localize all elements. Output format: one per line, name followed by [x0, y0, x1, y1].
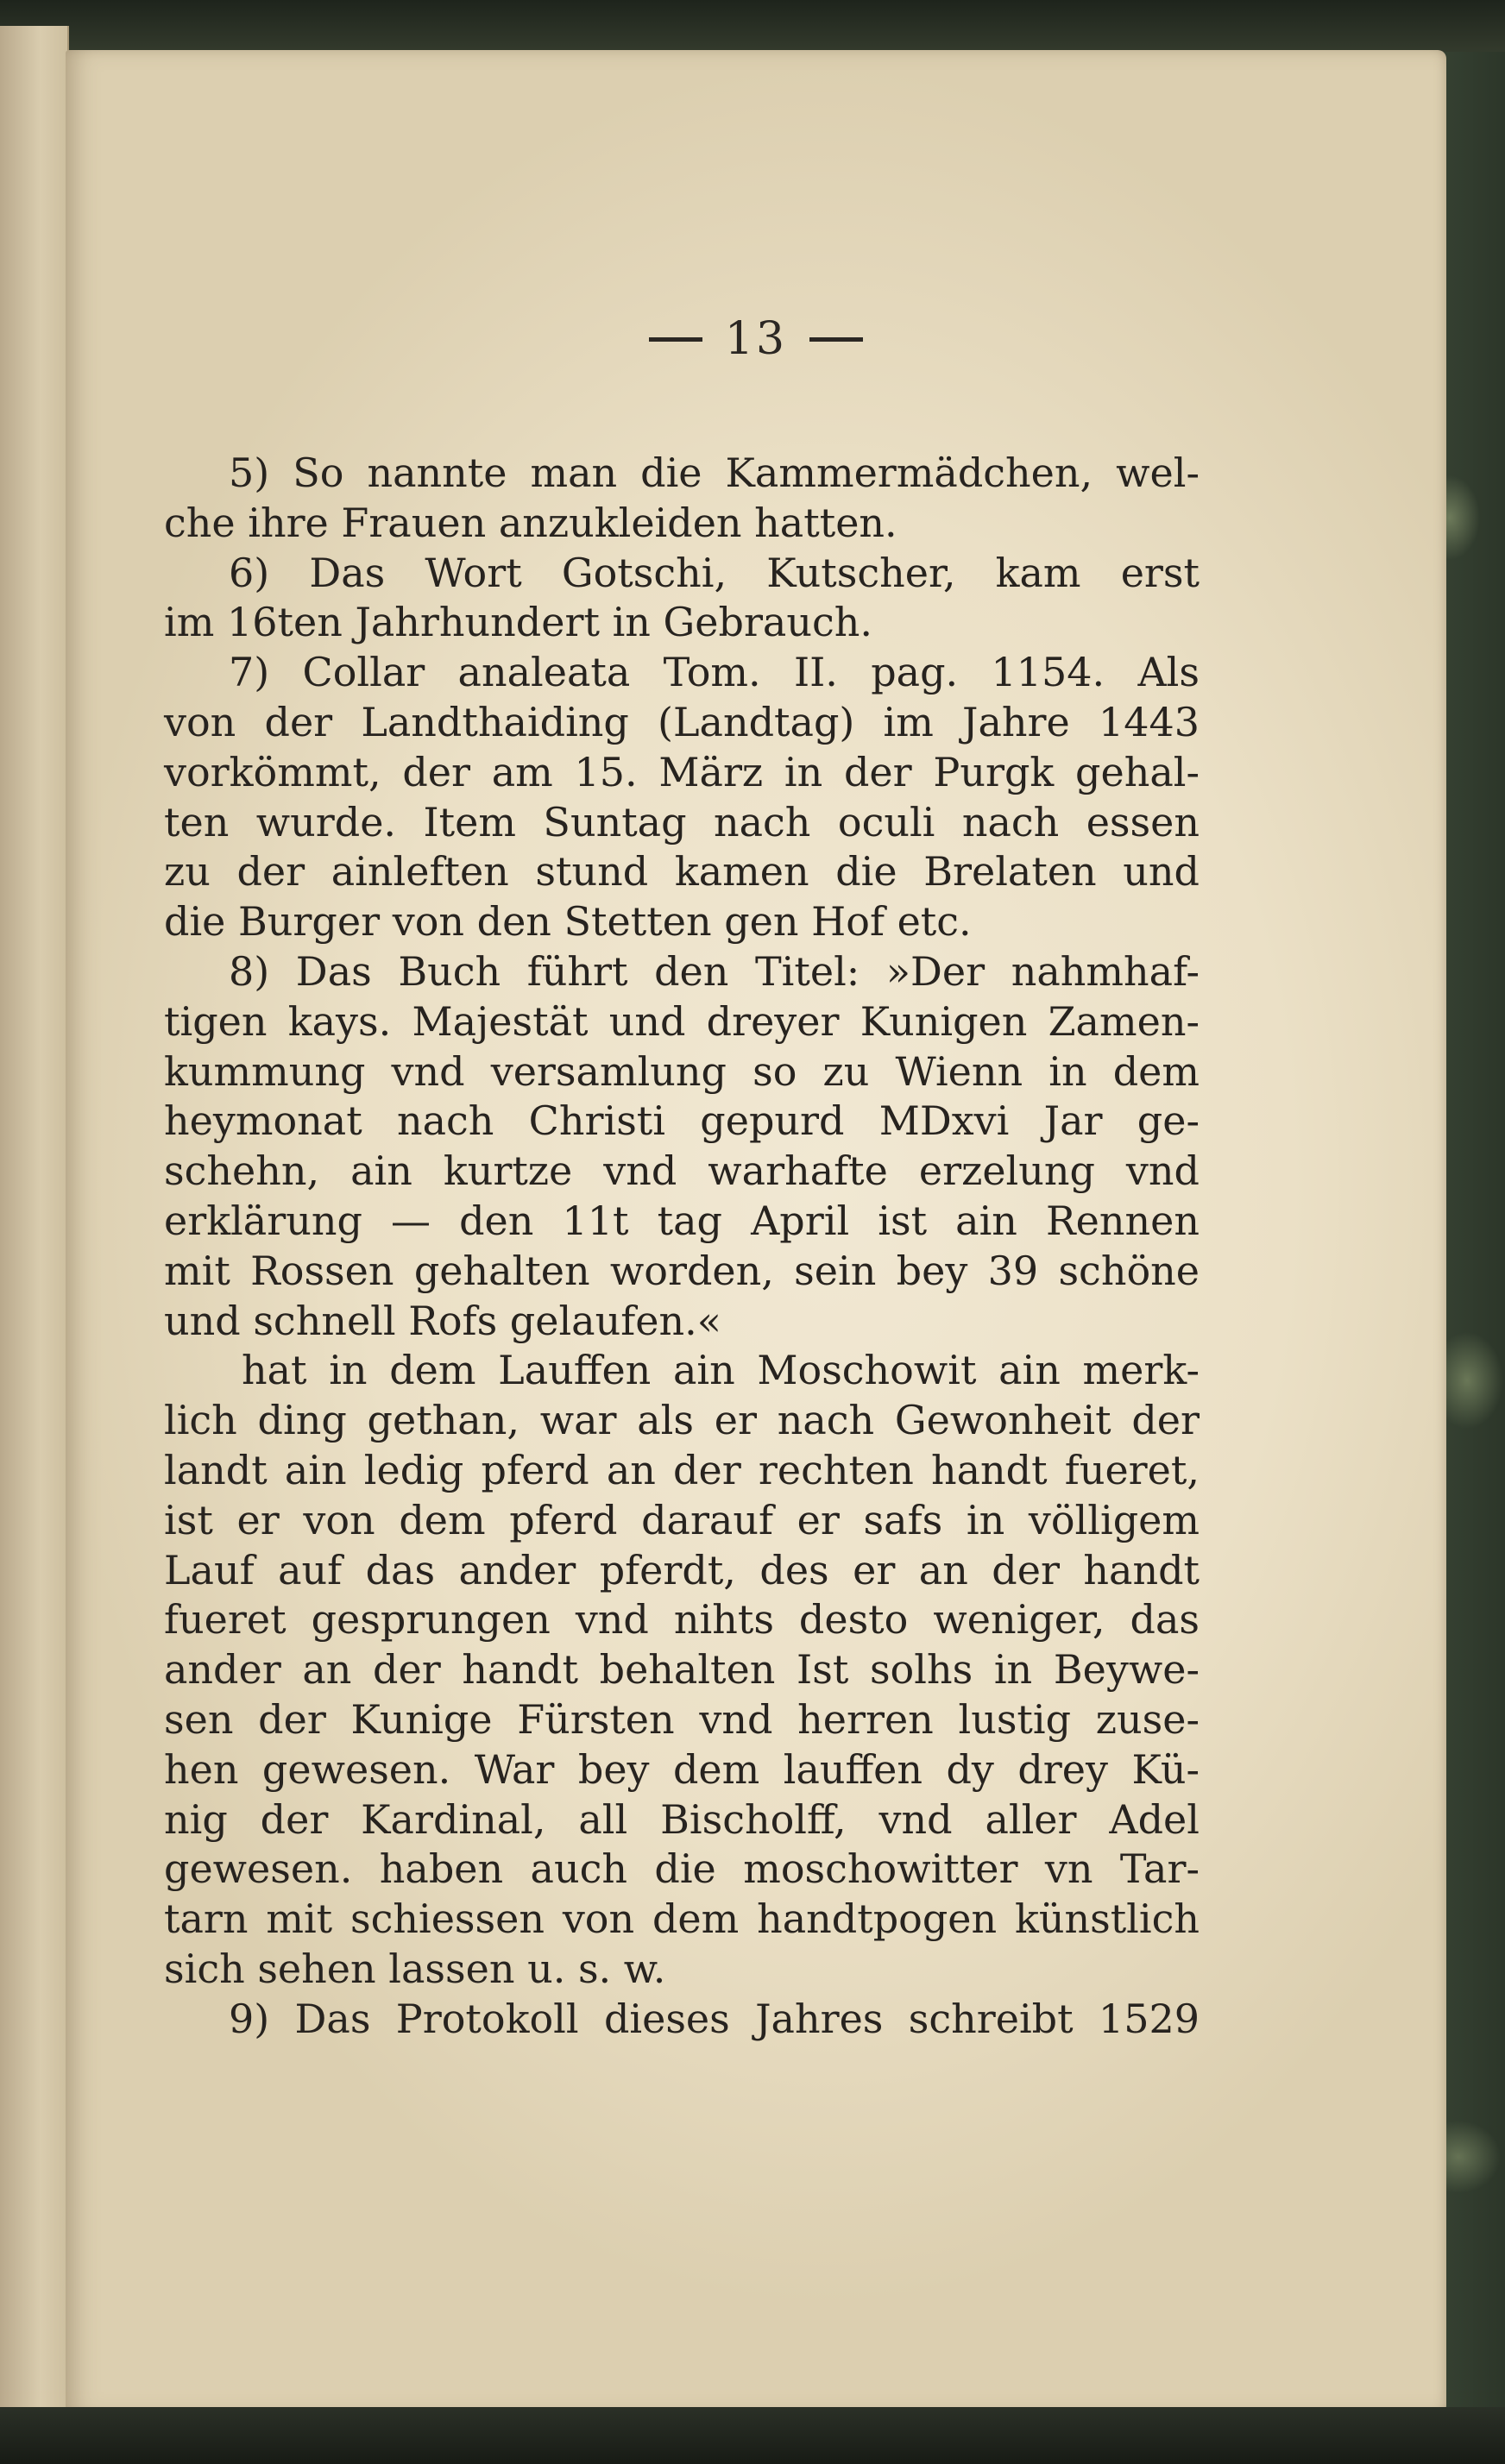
text-line: fueret gesprungen vnd nihts desto weniger, das	[164, 1596, 1200, 1644]
text-line: nig der Kardinal, all Bischolff, vnd aller Adel	[164, 1795, 1200, 1843]
facing-page-edge	[0, 26, 69, 2433]
bottom-edge-shadow	[0, 2407, 1505, 2464]
text-line: von der Landthaiding (Landtag) im Jahre 1443	[164, 698, 1200, 745]
text-line: tigen kays. Majestät und dreyer Kunigen Zamen-	[164, 997, 1200, 1045]
top-edge-shadow	[0, 0, 1505, 52]
text-line: Lauf auf das ander pferdt, des er an der handt	[164, 1546, 1200, 1593]
page-header	[66, 313, 1446, 374]
text-line: die Burger von den Stetten gen Hof etc.	[164, 898, 972, 946]
header-dash-left	[649, 337, 702, 342]
book-page	[66, 50, 1446, 2414]
text-line: schehn, ain kurtze vnd warhafte erzelung vnd	[164, 1147, 1200, 1195]
text-line: 7) Collar analeata Tom. II. pag. 1154. Als	[229, 649, 1200, 696]
text-line: landt ain ledig pferd an der rechten handt fueret,	[164, 1446, 1200, 1493]
text-line: erklärung — den 11t tag April ist ain Rennen	[164, 1197, 1200, 1244]
text-line: und schnell Rofs gelaufen.«	[164, 1297, 721, 1344]
text-line: 9) Das Protokoll dieses Jahres schreibt 1529	[229, 1995, 1200, 2042]
header-dash-right	[809, 337, 863, 342]
text-line: ist er von dem pferd darauf er safs in völligem	[164, 1496, 1200, 1543]
text-line: hat in dem Lauffen ain Moschowit ain merk-	[242, 1347, 1200, 1394]
text-line: kummung vnd versamlung so zu Wienn in dem	[164, 1047, 1200, 1095]
text-line: lich ding gethan, war als er nach Gewonheit der	[164, 1397, 1200, 1444]
text-line: vorkömmt, der am 15. März in der Purgk gehal-	[164, 748, 1200, 795]
text-line: che ihre Frauen anzukleiden hatten.	[164, 499, 897, 546]
text-line: 6) Das Wort Gotschi, Kutscher, kam erst	[229, 549, 1200, 596]
text-line: 5) So nannte man die Kammermädchen, wel-	[229, 449, 1200, 496]
text-line: hen gewesen. War bey dem lauffen dy drey Kü-	[164, 1745, 1200, 1793]
text-line: im 16ten Jahrhundert in Gebrauch.	[164, 599, 872, 646]
text-line: ander an der handt behalten Ist solhs in Beywe-	[164, 1646, 1200, 1694]
text-line: tarn mit schiessen von dem handtpogen künstlich	[164, 1895, 1200, 1943]
text-line: ten wurde. Item Suntag nach oculi nach essen	[164, 798, 1200, 845]
text-line: sen der Kunige Fürsten vnd herren lustig zuse-	[164, 1695, 1200, 1743]
text-line: 8) Das Buch führt den Titel: »Der nahmhaf-	[229, 947, 1200, 995]
text-line: zu der ainleften stund kamen die Brelaten und	[164, 848, 1200, 896]
text-line: gewesen. haben auch die moschowitter vn Tar-	[164, 1845, 1200, 1893]
text-line: sich sehen lassen u. s. w.	[164, 1945, 666, 1992]
text-line: mit Rossen gehalten worden, sein bey 39 schöne	[164, 1247, 1200, 1294]
footnotes-text	[164, 449, 1200, 2045]
page-number: 13	[724, 313, 788, 365]
text-line: heymonat nach Christi gepurd MDxvi Jar ge-	[164, 1097, 1200, 1145]
